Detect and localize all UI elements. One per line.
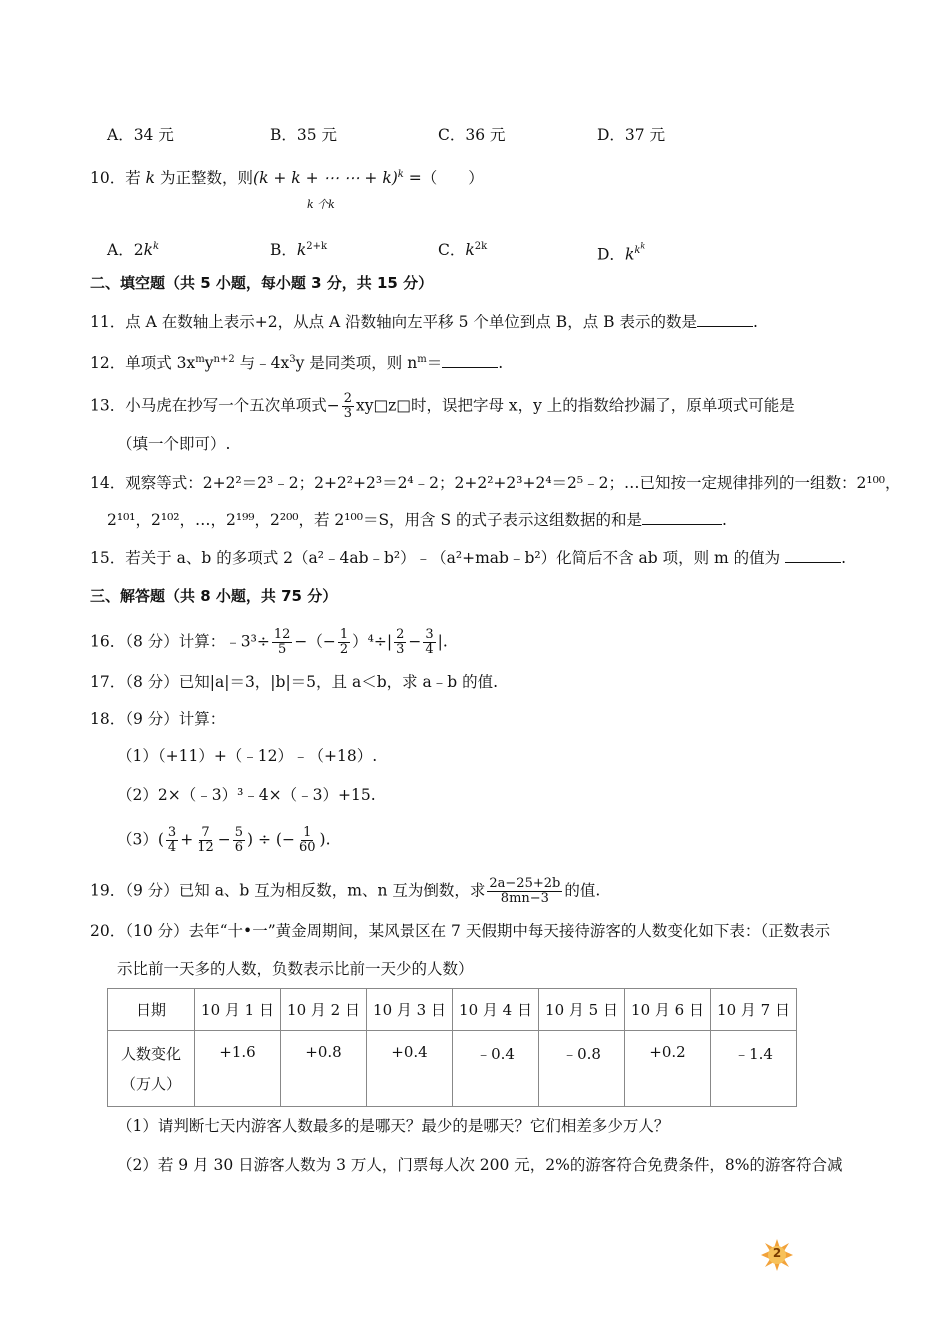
- table-cell: 10 月 6 日: [625, 989, 711, 1031]
- table-cell: 10 月 3 日: [367, 989, 453, 1031]
- question-20-part-2: （2）若 9 月 30 日游客人数为 3 万人，门票每人次 200 元，2%的游客符合免费条件，8%的游客符合减: [117, 1156, 843, 1174]
- question-20: 20．（10 分）去年“十•一”黄金周期间，某风景区在 7 天假期中每天接待游客的人数变化如下表：（正数表示: [90, 922, 831, 940]
- table-cell: +0.4: [367, 1031, 453, 1107]
- q10-option-c: C．$k^{2k}$: [438, 241, 488, 260]
- table-cell: +0.8: [281, 1031, 367, 1107]
- question-18: 18．（9 分）计算：: [90, 710, 226, 728]
- q10-option-a: A．$2k^k$: [107, 241, 160, 260]
- section-2-heading: 二、填空题（共 5 小题，每小题 3 分，共 15 分）: [90, 274, 434, 292]
- question-20-part-1: （1）请判断七天内游客人数最多的是哪天？最少的是哪天？它们相差多少万人？: [117, 1117, 670, 1135]
- question-16: 16．（8 分）计算：﹣3³÷ $\frac{12}{5}$ −（− $\frac{1}{2}$ ）⁴÷| $\frac{2}{3}$ − $\frac{3}{4}$ |.: [90, 627, 448, 657]
- table-cell: +0.2: [625, 1031, 711, 1107]
- question-15: 15．若关于 a、b 的多项式 2（a²﹣4ab﹣b²）﹣（a²+mab﹣b²）化简后不含 ab 项，则 m 的值为 .: [90, 549, 847, 567]
- table-cell: 10 月 5 日: [539, 989, 625, 1031]
- table-cell: ﹣1.4: [711, 1031, 797, 1107]
- row-label: 人数变化 （万人）: [108, 1031, 195, 1107]
- question-14: 14．观察等式：2+2²＝2³﹣2；2+2²+2³＝2⁴﹣2；2+2²+2³+2⁴＝2⁵﹣2；…已知按一定规律排列的一组数：2¹⁰⁰，: [90, 474, 901, 492]
- q9-option-b: B．35 元: [270, 126, 338, 144]
- question-13-cont: （填一个即可）.: [117, 435, 231, 453]
- question-14-cont: 2¹⁰¹，2¹⁰²，…，2¹⁹⁹，2²⁰⁰，若 2¹⁰⁰＝S，用含 S 的式子表示这组数据的和是 .: [107, 511, 727, 529]
- question-13: 13．小马虎在抄写一个五次单项式− $\frac{2}{3}$ xy□z□时，误把字母 x，y 上的指数给抄漏了，原单项式可能是: [90, 391, 795, 421]
- question-19: 19．（9 分）已知 a、b 互为相反数，m、n 互为倒数，求 $\frac{2a-25+2b}{8mn-3}$ 的值.: [90, 876, 601, 906]
- question-20-cont: 示比前一天多的人数，负数表示比前一天少的人数）: [117, 960, 474, 978]
- table-header-row: [108, 989, 797, 1031]
- question-18-part-1: （1）（+11）+（﹣12）﹣（+18）.: [117, 747, 378, 765]
- q9-option-a: A．34 元: [107, 126, 174, 144]
- table-cell: ﹣0.4: [453, 1031, 539, 1107]
- table-cell: 日期: [108, 989, 195, 1031]
- q10-option-d: D．$k^{k^k}$: [597, 242, 646, 264]
- question-10: 10．若 k 为正整数，则(k + k + ⋯ ⋯ + k)$^k$ =（ ）: [90, 169, 484, 188]
- q10-option-b: B．$k^{2+k}$: [270, 241, 328, 260]
- question-18-part-3: （3）( $\frac{3}{4}$ + $\frac{7}{12}$ − $\frac{5}{6}$ ) ÷ (− $\frac{1}{60}$ ).: [117, 825, 331, 855]
- table-cell: +1.6: [195, 1031, 281, 1107]
- table-cell: 10 月 7 日: [711, 989, 797, 1031]
- q9-option-c: C．36 元: [438, 126, 506, 144]
- visitor-change-table: [107, 988, 797, 1107]
- q9-option-d: D．37 元: [597, 126, 666, 144]
- page-number: 2: [772, 1246, 782, 1260]
- question-17: 17．（8 分）已知|a|＝3，|b|＝5，且 a＜b，求 a﹣b 的值.: [90, 673, 499, 691]
- section-3-heading: 三、解答题（共 8 小题，共 75 分）: [90, 587, 338, 605]
- page-number-badge: [760, 1238, 794, 1272]
- question-11: 11．点 A 在数轴上表示+2，从点 A 沿数轴向左平移 5 个单位到点 B，点 B 表示的数是 .: [90, 313, 758, 331]
- table-cell: ﹣0.8: [539, 1031, 625, 1107]
- question-18-part-2: （2）2×（﹣3）³﹣4×（﹣3）+15.: [117, 786, 376, 804]
- brace-label: k 个k: [307, 198, 335, 211]
- table-cell: 10 月 4 日: [453, 989, 539, 1031]
- question-12: 12．单项式 $3x^my^{n+2}$ 与$﹣4x^3y$ 是同类项，则 $n^m=$ .: [90, 354, 504, 373]
- table-row: [108, 1031, 797, 1107]
- table-cell: 10 月 1 日: [195, 989, 281, 1031]
- table-cell: 10 月 2 日: [281, 989, 367, 1031]
